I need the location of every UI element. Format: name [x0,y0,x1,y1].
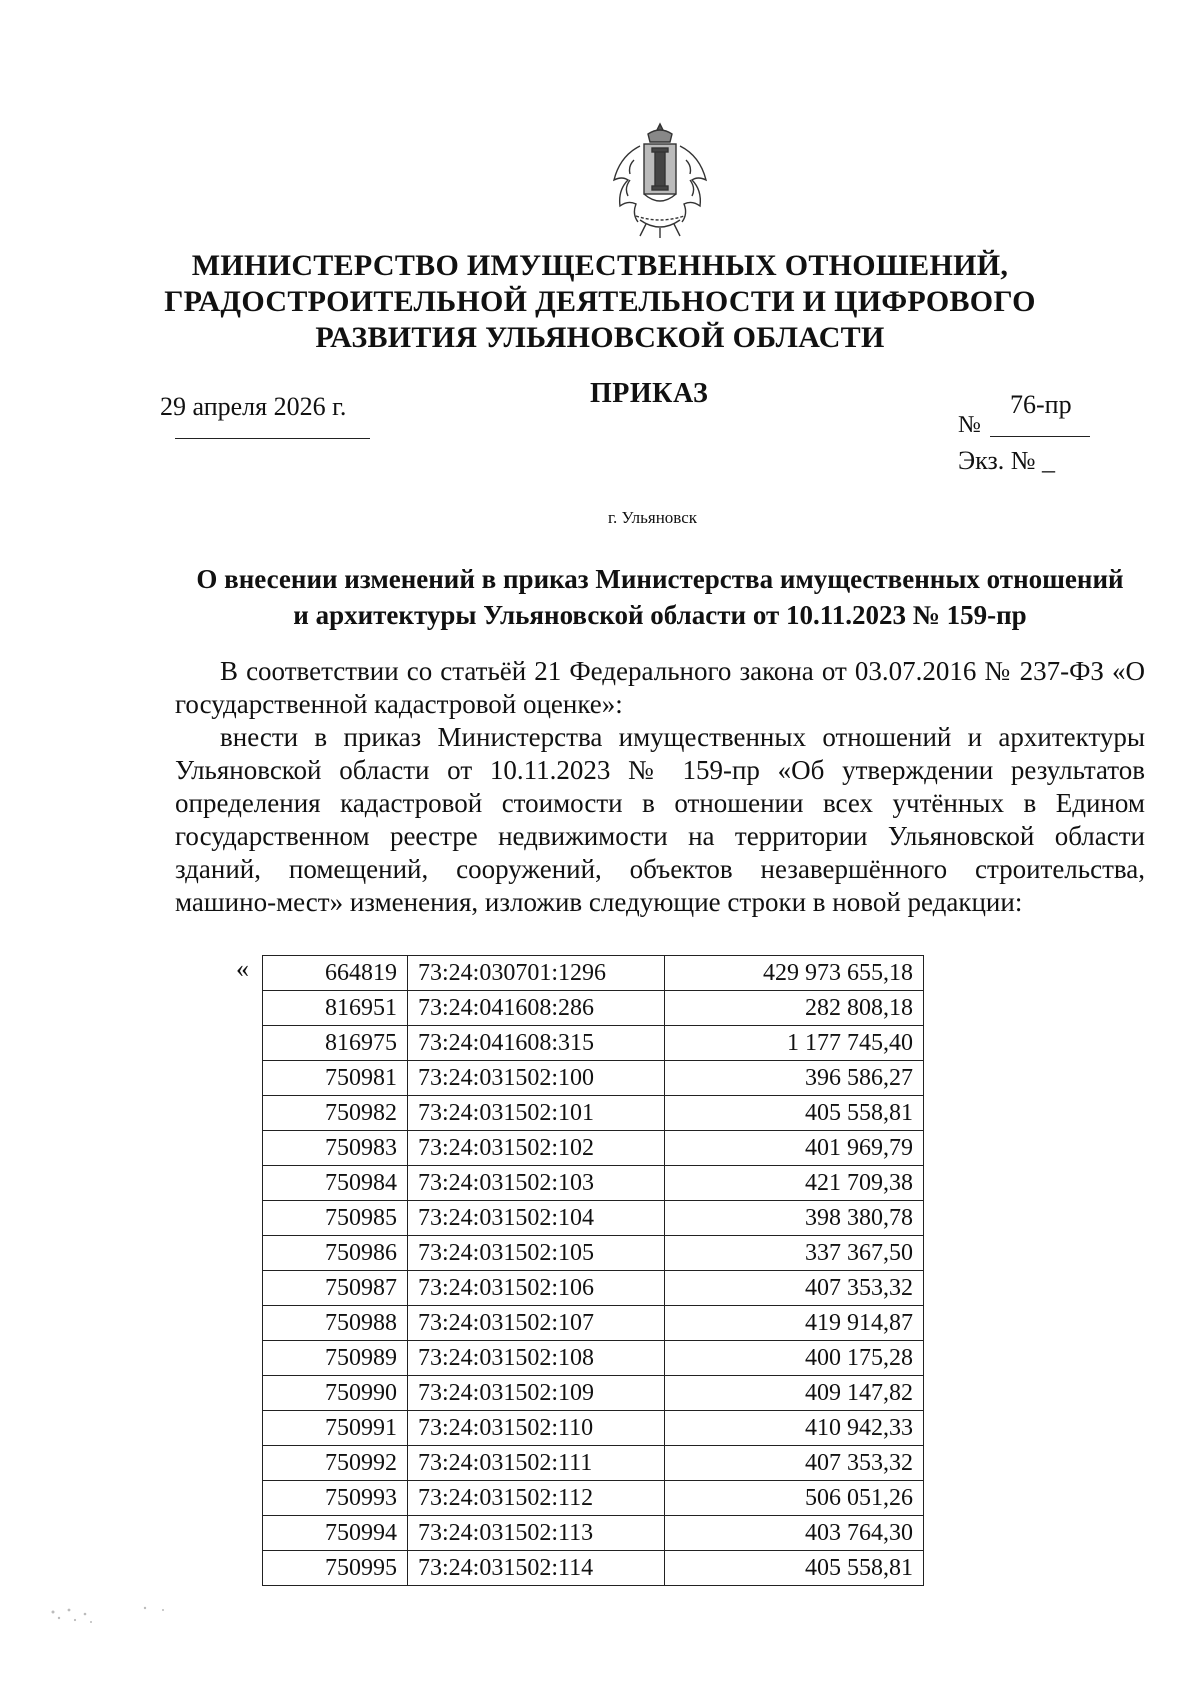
cadastral-value-cell: 401 969,79 [665,1131,924,1166]
cadastral-value-table [262,955,924,1586]
row-id-cell: 750995 [263,1551,408,1586]
row-id-cell: 750994 [263,1516,408,1551]
date-underline [175,438,370,439]
row-id-cell: 750985 [263,1201,408,1236]
cadastral-number-cell: 73:24:031502:100 [408,1061,665,1096]
cadastral-number-cell: 73:24:031502:108 [408,1341,665,1376]
amendment-paragraph: внести в приказ Министерства имущественных отношений и архитектуры Ульяновской области от 10.11.2023 № 159-пр «Об утверждении результатов определения кадастровой стоимости в отношении всех учтённых в Едином государственном реестре недвижимости на территории Ульяновской области зданий, помещений, сооружений, объектов незавершённого строительства, машино-мест» изменения, изложив следующие строки в новой редакции: [175,722,1145,917]
table-row [263,991,924,1026]
row-id-cell: 750983 [263,1131,408,1166]
cadastral-value-cell: 419 914,87 [665,1306,924,1341]
cadastral-number-cell: 73:24:031502:113 [408,1516,665,1551]
row-id-cell: 750990 [263,1376,408,1411]
table-row [263,1376,924,1411]
scan-specks [45,1600,185,1630]
table-open-quote: « [236,954,249,983]
cadastral-number-cell: 73:24:031502:110 [408,1411,665,1446]
order-date: 29 апреля 2026 г. [160,392,347,421]
cadastral-value-cell: 407 353,32 [665,1271,924,1306]
number-label: № [958,412,981,438]
row-id-cell: 750989 [263,1341,408,1376]
cadastral-value-cell: 405 558,81 [665,1096,924,1131]
cadastral-value-cell: 405 558,81 [665,1551,924,1586]
row-id-cell: 750981 [263,1061,408,1096]
cadastral-value-cell: 407 353,32 [665,1446,924,1481]
cadastral-value-cell: 421 709,38 [665,1166,924,1201]
cadastral-number-cell: 73:24:031502:111 [408,1446,665,1481]
table-row [263,1271,924,1306]
number-underline [990,436,1090,437]
row-id-cell: 750982 [263,1096,408,1131]
coat-of-arms-icon [600,120,720,240]
row-id-cell: 750993 [263,1481,408,1516]
ministry-line-3: РАЗВИТИЯ УЛЬЯНОВСКОЙ ОБЛАСТИ [315,321,885,354]
cadastral-number-cell: 73:24:031502:106 [408,1271,665,1306]
ministry-line-2: ГРАДОСТРОИТЕЛЬНОЙ ДЕЯТЕЛЬНОСТИ И ЦИФРОВОГО [164,285,1036,318]
row-id-cell: 816951 [263,991,408,1026]
cadastral-number-cell: 73:24:030701:1296 [408,956,665,991]
cadastral-number-cell: 73:24:031502:112 [408,1481,665,1516]
cadastral-value-cell: 506 051,26 [665,1481,924,1516]
cadastral-value-cell: 400 175,28 [665,1341,924,1376]
cadastral-number-cell: 73:24:031502:102 [408,1131,665,1166]
table-row [263,1551,924,1586]
copy-number-label: Экз. № _ [958,446,1056,475]
cadastral-value-cell: 337 367,50 [665,1236,924,1271]
order-number: 76-пр [1010,390,1072,419]
table-row [263,1061,924,1096]
table-row [263,1446,924,1481]
table-row [263,1341,924,1376]
cadastral-value-cell: 409 147,82 [665,1376,924,1411]
cadastral-number-cell: 73:24:031502:104 [408,1201,665,1236]
row-id-cell: 750992 [263,1446,408,1481]
order-subject [170,561,1150,633]
row-id-cell: 750987 [263,1271,408,1306]
cadastral-value-cell: 396 586,27 [665,1061,924,1096]
row-id-cell: 664819 [263,956,408,991]
cadastral-value-cell: 403 764,30 [665,1516,924,1551]
table-row [263,1516,924,1551]
row-id-cell: 750986 [263,1236,408,1271]
cadastral-value-cell: 1 177 745,40 [665,1026,924,1061]
cadastral-number-cell: 73:24:031502:109 [408,1376,665,1411]
table-row [263,1481,924,1516]
table-row [263,1026,924,1061]
cadastral-number-cell: 73:24:031502:114 [408,1551,665,1586]
table-row [263,1166,924,1201]
cadastral-value-cell: 398 380,78 [665,1201,924,1236]
row-id-cell: 816975 [263,1026,408,1061]
subject-line-2: и архитектуры Ульяновской области от 10.11.2023 № 159-пр [293,600,1027,630]
table-row [263,956,924,991]
subject-line-1: О внесении изменений в приказ Министерства имущественных отношений [196,564,1124,594]
cadastral-number-cell: 73:24:031502:105 [408,1236,665,1271]
row-id-cell: 750991 [263,1411,408,1446]
legal-basis-paragraph: В соответствии со статьёй 21 Федерального закона от 03.07.2016 № 237-ФЗ «О государственной кадастровой оценке»: [175,656,1145,719]
table-row [263,1096,924,1131]
table-row [263,1201,924,1236]
ministry-name [150,248,1050,356]
cadastral-value-cell: 282 808,18 [665,991,924,1026]
cadastral-value-cell: 429 973 655,18 [665,956,924,991]
cadastral-value-cell: 410 942,33 [665,1411,924,1446]
table-row [263,1131,924,1166]
ministry-line-1: МИНИСТЕРСТВО ИМУЩЕСТВЕННЫХ ОТНОШЕНИЙ, [191,249,1009,282]
document-type: ПРИКАЗ [590,378,709,409]
row-id-cell: 750984 [263,1166,408,1201]
cadastral-number-cell: 73:24:041608:286 [408,991,665,1026]
city: г. Ульяновск [607,508,698,527]
table-row [263,1236,924,1271]
cadastral-number-cell: 73:24:041608:315 [408,1026,665,1061]
cadastral-number-cell: 73:24:031502:101 [408,1096,665,1131]
table-row [263,1411,924,1446]
row-id-cell: 750988 [263,1306,408,1341]
table-row [263,1306,924,1341]
cadastral-number-cell: 73:24:031502:107 [408,1306,665,1341]
cadastral-number-cell: 73:24:031502:103 [408,1166,665,1201]
